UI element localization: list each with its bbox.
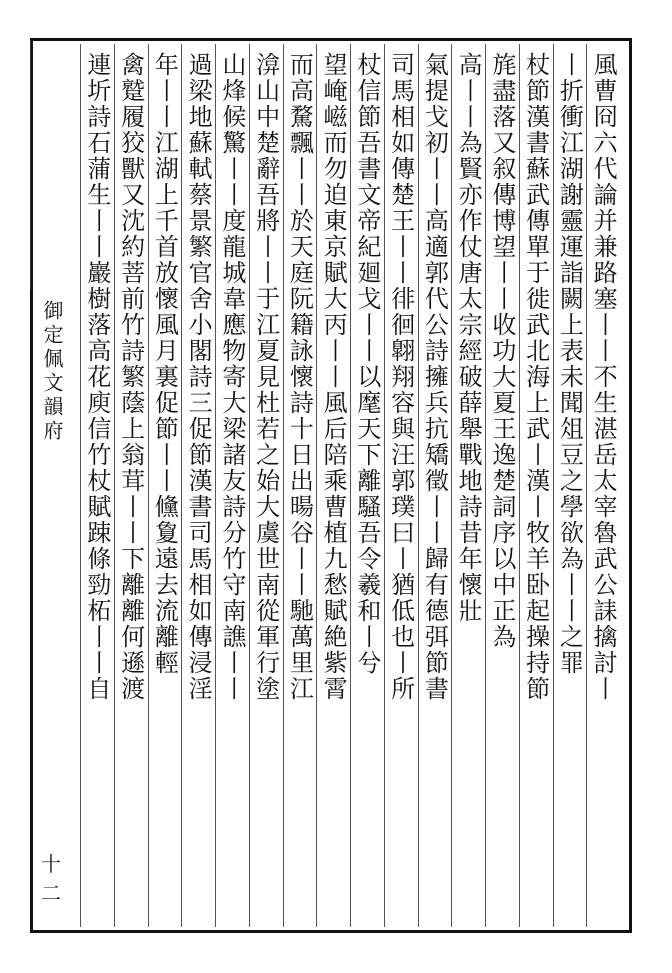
text-column: 渰山中楚辭吾將丨丨于江夏見杜若之始大虞世南從軍行塗 [251,52,280,702]
column-rule [114,44,115,927]
text-column: 年丨丨江湖上千首放懷風月裏促節丨丨儵夐遠去流離輕 [150,52,179,676]
column-rule [384,44,385,927]
text-column: 杖信節吾書文帝紀廻戈丨丨以麾天下離騷吾令羲和丨兮 [352,52,381,676]
text-column: 旄盡落又叙傳博望丨丨收功大夏王逸楚詞序以中正為 [487,52,516,650]
column-rule [283,44,284,927]
text-column: 高丨丨為賢亦作仗唐太宗經破薛舉戰地詩昔年懷壯 [454,52,483,624]
text-column: 過梁地蘇軾蔡景繁官舍小閣詩三促節漢書司馬相如傳浸淫 [184,52,213,702]
column-rule [80,44,81,927]
text-column: 風曹冏六代論并兼路塞丨丨不生湛岳太宰魯武公誄擒討丨 [589,52,618,702]
text-column: 而高騖飄丨丨於天庭阮籍詠懷詩十日出暘谷丨丨馳萬里江 [285,52,314,702]
text-column: 山烽候驚丨丨度龍城韋應物寄大梁諸友詩分竹守南譙丨丨 [217,52,246,702]
text-column: 杖節漢書蘇武傳單于徙武北海上武丨漢丨牧羊卧起操持節 [521,52,550,702]
column-rule [350,44,351,927]
column-rule [586,44,587,927]
column-rule [451,44,452,927]
column-rule [553,44,554,927]
text-column: 禽蹵履狡獸又沈約菩前竹詩繁蔭上翁茸丨丨下離離何遜渡 [116,52,145,702]
text-column: 望崦嵫而勿迫東京賦大丙丨丨風后陪乘曹植九愁賦絶紫霄 [319,52,348,702]
text-column: 連圻詩石蒲生丨丨巖樹落高花庾信竹杖賦踈條勁柘丨丨自 [82,52,111,702]
column-rule [418,44,419,927]
text-column: 氣提戈初丨丨高適郭代公詩擁兵抗矯徵丨丨歸有德弭節書 [420,52,449,702]
column-rule [215,44,216,927]
column-rule [316,44,317,927]
column-rule [485,44,486,927]
column-rule [519,44,520,927]
book-title: 御定佩文韻府 [40,300,64,444]
text-column: 司馬相如傳楚王丨丨徘徊翺翔容與汪郭璞曰丨猶低也丨所 [386,52,415,702]
column-rule [148,44,149,927]
page-number: 十二 [41,852,61,905]
column-rule [181,44,182,927]
margin-strip [6,40,31,290]
text-column: 丨折衝江湖謝靈運詣闕上表未聞俎豆之學欲為丨丨之罪 [555,52,584,676]
column-rule [249,44,250,927]
